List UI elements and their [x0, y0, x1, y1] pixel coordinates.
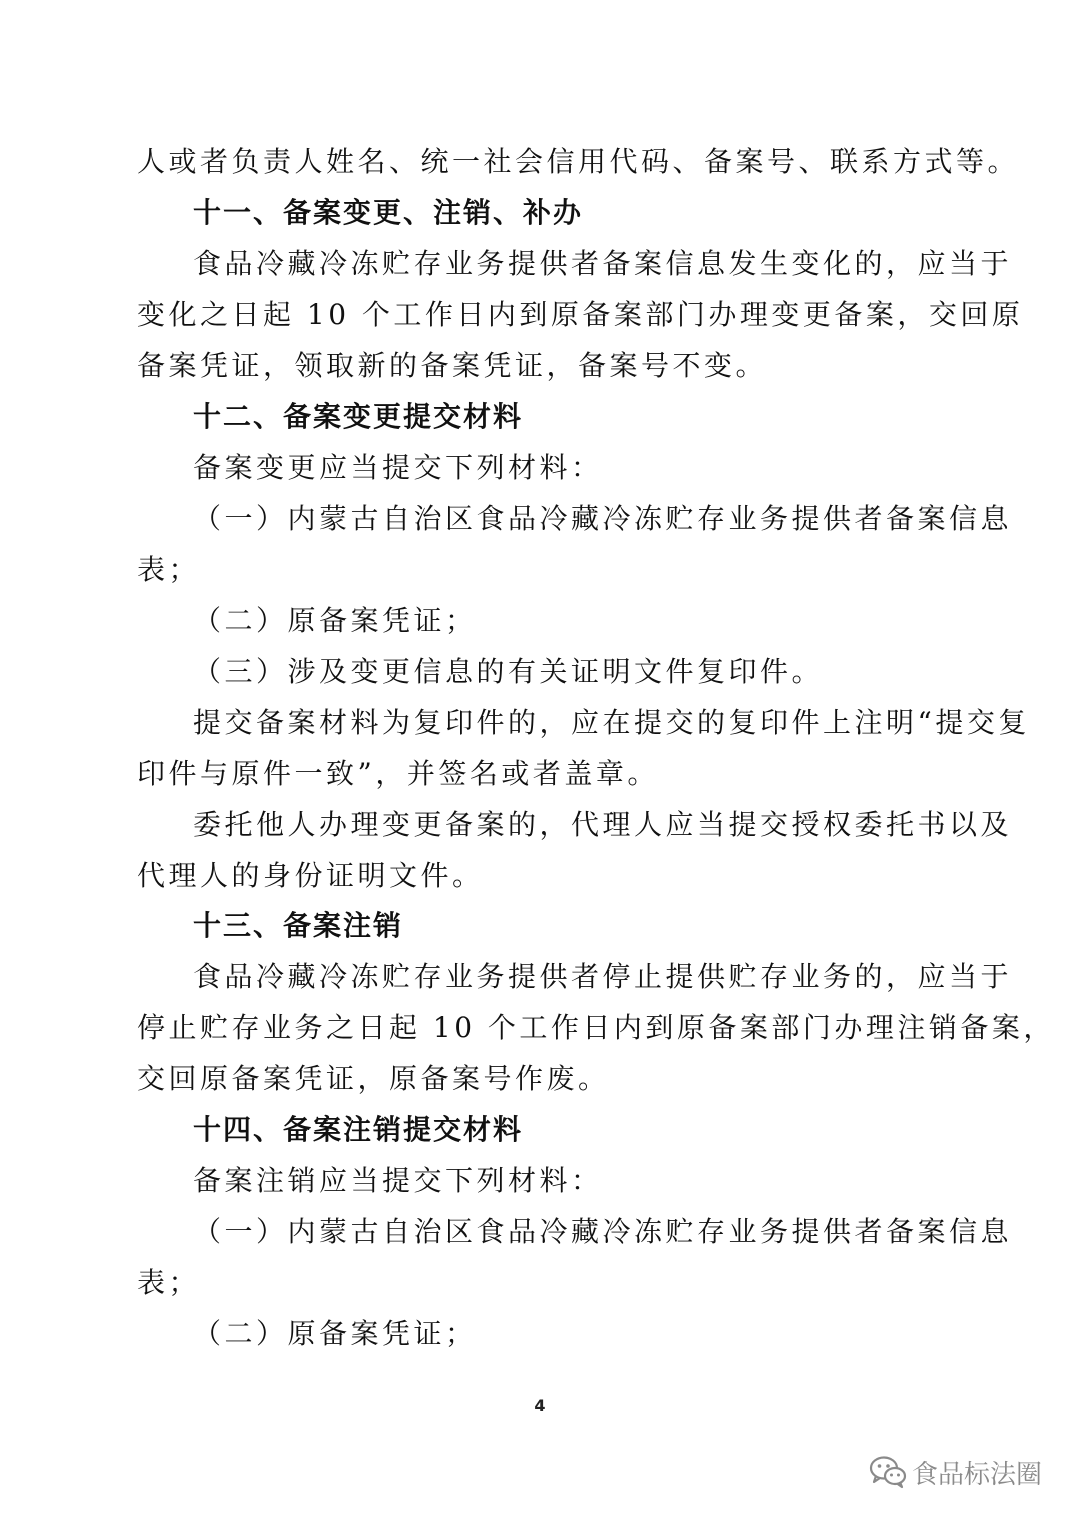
list-item: （二）原备案凭证； — [193, 604, 477, 637]
paragraph-line: 备案注销应当提交下列材料： — [193, 1164, 603, 1197]
paragraph-line: 食品冷藏冷冻贮存业务提供者备案信息发生变化的，应当于 — [193, 247, 1013, 280]
paragraph-line: 代理人的身份证明文件。 — [137, 859, 484, 892]
paragraph-line: 停止贮存业务之日起 10 个工作日内到原备案部门办理注销备案， — [137, 1011, 1055, 1044]
section-heading: 十三、备案注销 — [193, 909, 404, 942]
section-heading: 十二、备案变更提交材料 — [193, 400, 524, 433]
paragraph-line: 变化之日起 10 个工作日内到原备案部门办理变更备案，交回原 — [137, 298, 1024, 331]
section-heading: 十四、备案注销提交材料 — [193, 1113, 524, 1146]
page-number: 4 — [534, 1396, 546, 1415]
paragraph-line: 表； — [137, 553, 201, 586]
paragraph-line: 表； — [137, 1266, 201, 1299]
list-item: （一）内蒙古自治区食品冷藏冷冻贮存业务提供者备案信息 — [193, 502, 1013, 535]
wechat-icon — [868, 1454, 908, 1490]
list-item: （二）原备案凭证； — [193, 1317, 477, 1350]
paragraph-line: 提交备案材料为复印件的，应在提交的复印件上注明“提交复 — [193, 706, 1030, 739]
section-heading: 十一、备案变更、注销、补办 — [193, 196, 584, 229]
watermark-text: 食品标法圈 — [912, 1459, 1043, 1490]
paragraph-line: 食品冷藏冷冻贮存业务提供者停止提供贮存业务的，应当于 — [193, 960, 1013, 993]
list-item: （三）涉及变更信息的有关证明文件复印件。 — [193, 655, 824, 688]
list-item: （一）内蒙古自治区食品冷藏冷冻贮存业务提供者备案信息 — [193, 1215, 1013, 1248]
paragraph-line: 备案变更应当提交下列材料： — [193, 451, 603, 484]
watermark — [868, 1452, 1042, 1492]
paragraph-line: 备案凭证，领取新的备案凭证，备案号不变。 — [137, 349, 768, 382]
paragraph-line: 人或者负责人姓名、统一社会信用代码、备案号、联系方式等。 — [137, 145, 1020, 178]
paragraph-line: 委托他人办理变更备案的，代理人应当提交授权委托书以及 — [193, 808, 1013, 841]
paragraph-line: 印件与原件一致”，并签名或者盖章。 — [137, 757, 659, 790]
paragraph-line: 交回原备案凭证，原备案号作废。 — [137, 1062, 610, 1095]
